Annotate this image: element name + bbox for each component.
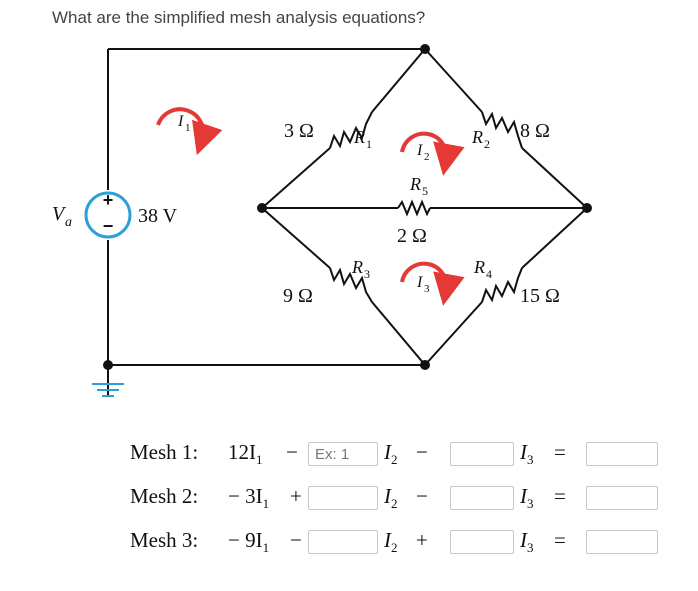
- mesh-current-i1-label: I: [178, 113, 184, 130]
- edge-r2-right: [522, 148, 587, 208]
- resistor-r2-sub: 2: [484, 137, 490, 151]
- wires: [108, 49, 587, 395]
- edge-r1-left: [262, 148, 330, 208]
- node-ground: [103, 360, 113, 370]
- mesh-3-lead: − $9I_1$: [228, 528, 270, 556]
- mesh-1-i2-coef-input[interactable]: [450, 442, 514, 466]
- mesh-3-i2-coef-input[interactable]: [450, 530, 514, 554]
- edge-r3-left: [262, 208, 330, 268]
- source-label-sub: a: [65, 215, 72, 230]
- resistor-r5-sub: 5: [422, 184, 428, 198]
- mesh-1-op1: −: [286, 440, 298, 464]
- resistor-r1-value: 3 Ω: [284, 120, 314, 142]
- mesh-3-term2: $I_2$: [384, 528, 398, 556]
- node-bottom: [420, 360, 430, 370]
- mesh-current-i3-label: I: [417, 274, 423, 291]
- mesh-1-term2: $I_2$: [384, 440, 398, 468]
- edge-r1-right: [372, 49, 425, 112]
- mesh-2-rhs-input[interactable]: [586, 486, 658, 510]
- node-right: [582, 203, 592, 213]
- mesh-3-label: Mesh 3:: [130, 528, 199, 552]
- mesh-3-op2: +: [416, 528, 428, 552]
- mesh-1-rhs-input[interactable]: [586, 442, 658, 466]
- resistor-r1-sub: 1: [366, 137, 372, 151]
- mesh-1-i1-coef-input[interactable]: [308, 442, 378, 466]
- resistor-r4-sub: 4: [486, 267, 492, 281]
- mesh-1-eq: =: [554, 440, 566, 464]
- mesh-current-i1-sub: 1: [185, 122, 191, 134]
- mesh-1-term3: $I_3$: [520, 440, 534, 468]
- mesh-2-term2: $I_2$: [384, 484, 398, 512]
- edge-r3-right: [372, 302, 425, 365]
- mesh-1-equation: [0, 442, 698, 472]
- mesh-current-i3-sub: 3: [424, 283, 430, 295]
- mesh-1-lead: $12I_1$: [228, 440, 263, 468]
- mesh-2-i2-coef-input[interactable]: [450, 486, 514, 510]
- mesh-1-label: Mesh 1:: [130, 440, 199, 464]
- mesh-2-i1-coef-input[interactable]: [308, 486, 378, 510]
- resistor-r5-name: R: [410, 174, 421, 194]
- mesh-2-eq: =: [554, 484, 566, 508]
- edge-r4-left: [425, 302, 482, 365]
- source-value: 38 V: [138, 205, 178, 227]
- resistor-r1-name: R: [354, 127, 365, 147]
- mesh-3-rhs-input[interactable]: [586, 530, 658, 554]
- voltage-source-icon: [86, 190, 130, 237]
- edge-r2-left: [425, 49, 482, 112]
- edge-r4-right: [522, 208, 587, 268]
- mesh-3-op1: −: [290, 528, 302, 552]
- node-top: [420, 44, 430, 54]
- source-label: V: [52, 203, 65, 225]
- mesh-current-i2-sub: 2: [424, 151, 430, 163]
- mesh-3-eq: =: [554, 528, 566, 552]
- mesh-2-op1: +: [290, 484, 302, 508]
- mesh-3-i1-coef-input[interactable]: [308, 530, 378, 554]
- resistor-r4-value: 15 Ω: [520, 285, 560, 307]
- resistor-r5-symbol: [398, 202, 430, 214]
- source-plus: +: [102, 190, 114, 210]
- mesh-1-op2: −: [416, 440, 428, 464]
- node-left: [257, 203, 267, 213]
- question-text: What are the simplified mesh analysis equations?: [52, 8, 426, 27]
- mesh-2-equation: [0, 486, 698, 516]
- resistor-r3-sub: 3: [364, 267, 370, 281]
- mesh-2-lead: − $3I_1$: [228, 484, 270, 512]
- source-minus: −: [102, 216, 114, 236]
- resistor-r3-value: 9 Ω: [283, 285, 313, 307]
- mesh-2-op2: −: [416, 484, 428, 508]
- resistor-r4-name: R: [474, 257, 485, 277]
- resistor-r2-name: R: [472, 127, 483, 147]
- mesh-current-i2-label: I: [417, 142, 423, 159]
- mesh-2-label: Mesh 2:: [130, 484, 199, 508]
- mesh-3-term3: $I_3$: [520, 528, 534, 556]
- mesh-2-term3: $I_3$: [520, 484, 534, 512]
- resistor-r2-value: 8 Ω: [520, 120, 550, 142]
- mesh-3-equation: [0, 530, 698, 560]
- resistor-r3-name: R: [352, 257, 363, 277]
- resistor-r5-value: 2 Ω: [397, 225, 427, 247]
